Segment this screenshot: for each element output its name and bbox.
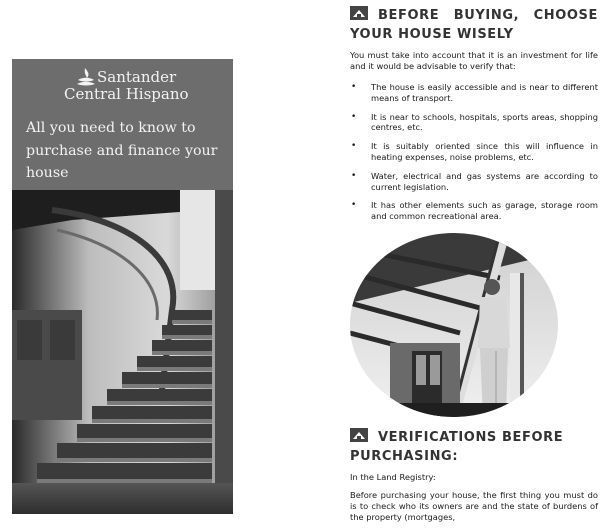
list-item: • It is near to schools, hospitals, sports areas, shopping centres, etc. [351, 111, 598, 133]
section-heading-line2: YOUR HOUSE WISELY [350, 27, 514, 42]
brand-name-line1: Santander [97, 68, 177, 86]
house-icon [350, 6, 368, 20]
brand-name [64, 69, 224, 103]
list-item: • Water, electrical and gas systems are according to current legislation. [351, 170, 598, 192]
section-heading-line1: VERIFICATIONS BEFORE [378, 430, 564, 445]
section-heading-line1: BEFORE BUYING, CHOOSE [378, 8, 598, 23]
verification-paragraph: Before purchasing your house, the first thing you must do is to check who its owners are and the state of burdens of the property (mortgages, [350, 490, 598, 522]
intro-paragraph: You must take into account that it is an investment for life and it would be advisable to verify that: [350, 50, 598, 71]
brand-block [12, 59, 233, 190]
house-icon [350, 428, 368, 442]
brand-name-line2: Central Hispano [64, 85, 189, 103]
section-heading-before-buying [350, 6, 598, 44]
list-item: • It has other elements such as garage, storage room and common recreational area. [351, 200, 598, 222]
staircase-photo [12, 190, 233, 514]
cover-panel [12, 59, 233, 514]
cover-tagline: All you need to know to purchase and finance your house [26, 120, 218, 181]
man-on-porch-photo [350, 233, 558, 417]
list-item: • It is suitably oriented since this will influence in heating expenses, noise problems, etc. [351, 141, 598, 162]
land-registry-label: In the Land Registry: [350, 472, 436, 482]
checklist [350, 82, 598, 230]
section-heading-line2: PURCHASING: [350, 449, 459, 464]
list-item: • The house is easily accessible and is near to different means of transport. [351, 82, 598, 103]
section-heading-verifications [350, 428, 598, 466]
